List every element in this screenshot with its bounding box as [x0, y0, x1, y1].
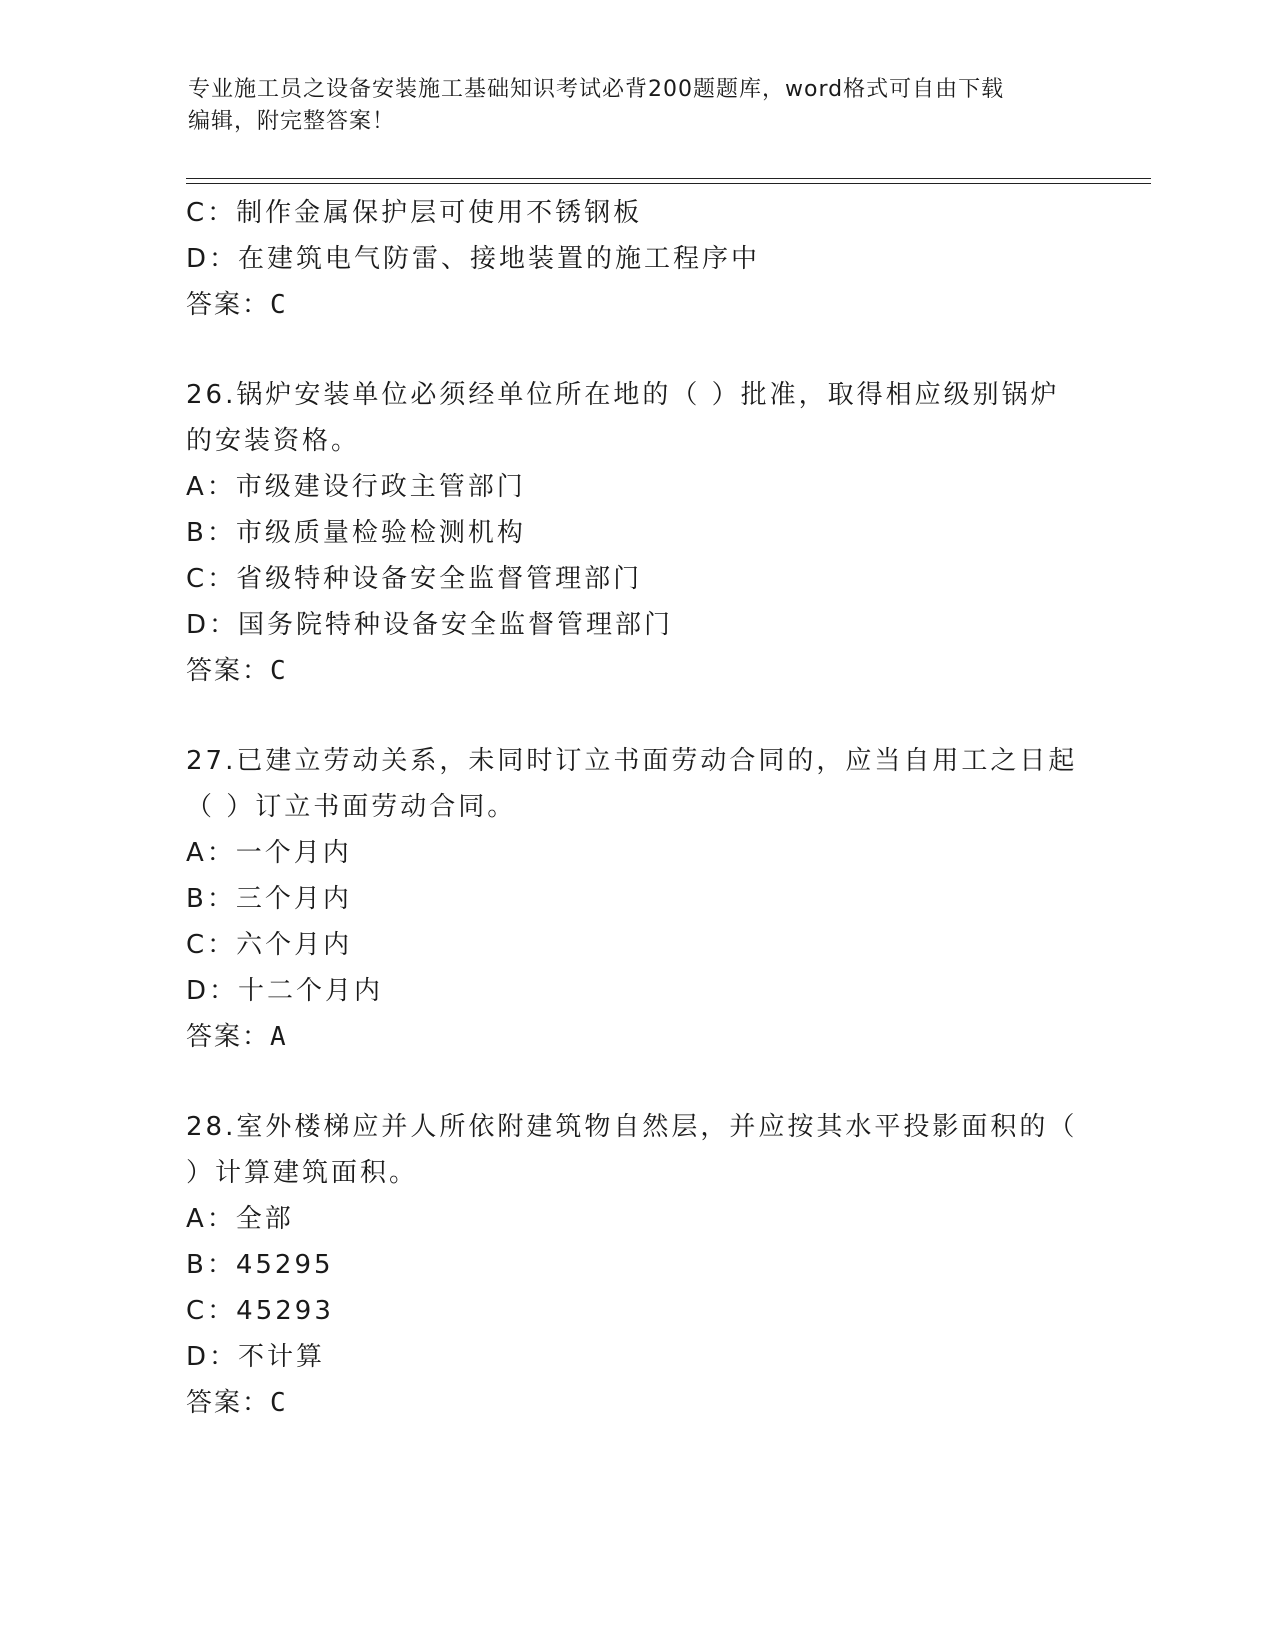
header-divider-top [186, 178, 1151, 179]
answer-label: 答案： [186, 1388, 271, 1418]
option-a: A：市级建设行政主管部门 [186, 472, 526, 502]
option-a: A：一个月内 [186, 838, 352, 868]
answer-value: A [270, 1022, 289, 1052]
answer-label: 答案： [186, 290, 271, 320]
question-stem-line-2: ）计算建筑面积。 [186, 1158, 419, 1188]
option-b: B：三个月内 [186, 884, 352, 914]
question-stem-line-2: （ ）订立书面劳动合同。 [186, 792, 517, 822]
answer-value: C [270, 656, 289, 686]
option-b: B：市级质量检验检测机构 [186, 518, 526, 548]
option-c: C：六个月内 [186, 930, 353, 960]
prev-answer [186, 282, 1086, 328]
question-stem-line-2: 的安装资格。 [186, 426, 361, 456]
option-b: B：45295 [186, 1250, 334, 1280]
answer-label: 答案： [186, 656, 271, 686]
answer-label: 答案： [186, 1022, 271, 1052]
header-divider-bottom [186, 183, 1151, 184]
option-d: D：十二个月内 [186, 976, 384, 1006]
question-list [186, 190, 1086, 1426]
answer-value: C [270, 290, 289, 320]
question-27 [186, 738, 1086, 1060]
answer [186, 1380, 1086, 1426]
header-title-line-1: 专业施工员之设备安装施工基础知识考试必背200题题库，word格式可自由下载 [188, 77, 1005, 102]
option-a: A：全部 [186, 1204, 294, 1234]
question-stem-line-1: 27.已建立劳动关系，未同时订立书面劳动合同的，应当自用工之日起 [186, 746, 1078, 776]
option-d: D：不计算 [186, 1342, 326, 1372]
answer-value: C [270, 1388, 289, 1418]
answer [186, 648, 1086, 694]
question-26 [186, 372, 1086, 694]
answer [186, 1014, 1086, 1060]
option-d: D：国务院特种设备安全监督管理部门 [186, 610, 674, 640]
option-c: C：省级特种设备安全监督管理部门 [186, 564, 643, 594]
question-stem-line-1: 28.室外楼梯应并人所依附建筑物自然层，并应按其水平投影面积的（ [186, 1112, 1078, 1142]
option-c: C：45293 [186, 1296, 334, 1326]
question-stem-line-1: 26.锅炉安装单位必须经单位所在地的（ ）批准，取得相应级别锅炉 [186, 380, 1060, 410]
header-title-line-2: 编辑，附完整答案！ [188, 109, 396, 134]
question-28 [186, 1104, 1086, 1426]
prev-option-d: D：在建筑电气防雷、接地装置的施工程序中 [186, 244, 761, 274]
document-header [188, 74, 1088, 138]
prev-option-c: C：制作金属保护层可使用不锈钢板 [186, 198, 643, 228]
